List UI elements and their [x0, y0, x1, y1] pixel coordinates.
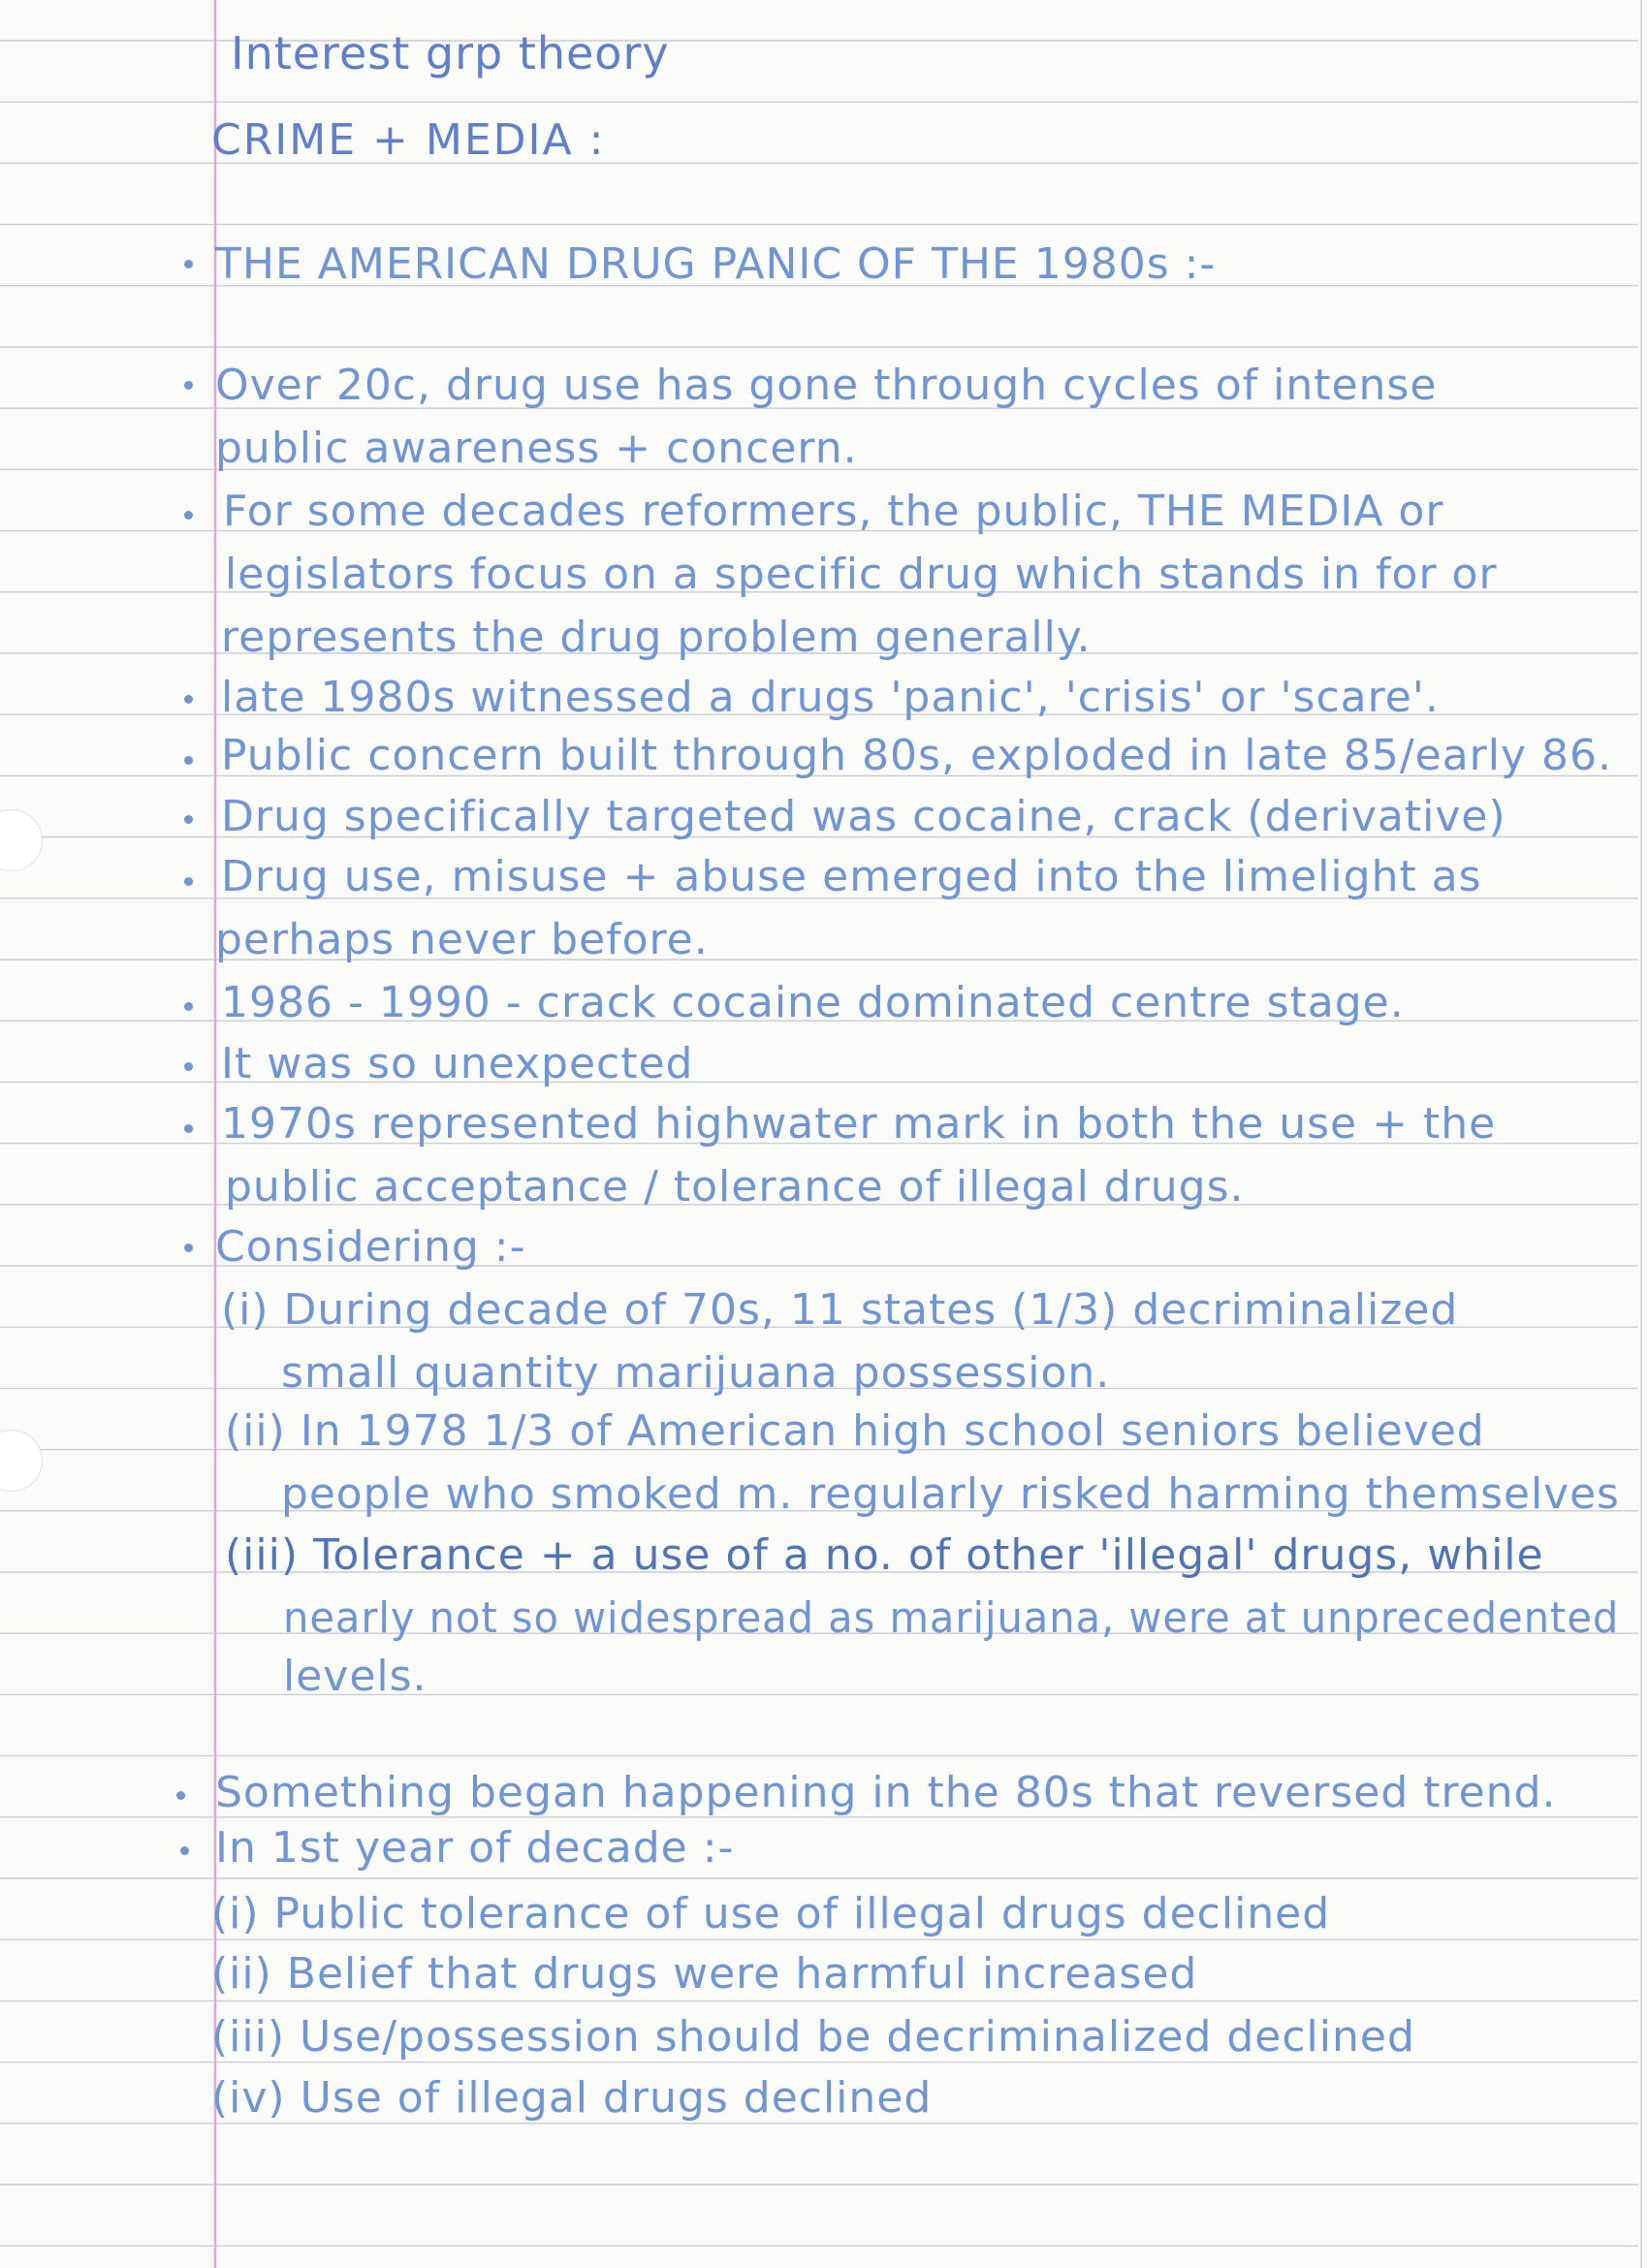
- note-line: Drug use, misuse + abuse emerged into the limelight as: [221, 852, 1482, 901]
- note-line: Over 20c, drug use has gone through cycles of intense: [215, 361, 1438, 410]
- note-line: public acceptance / tolerance of illegal drugs.: [225, 1162, 1245, 1212]
- note-line: In 1st year of decade :-: [215, 1823, 735, 1873]
- bullet: [176, 1791, 185, 1800]
- note-line: levels.: [283, 1652, 428, 1701]
- note-line: Something began happening in the 80s that reversed trend.: [215, 1768, 1557, 1817]
- bullet: [184, 815, 193, 824]
- bullet: [184, 756, 193, 765]
- note-line: represents the drug problem generally.: [221, 613, 1092, 662]
- note-line: Considering :-: [215, 1222, 526, 1272]
- note-line: (iv) Use of illegal drugs declined: [211, 2073, 933, 2123]
- note-line: late 1980s witnessed a drugs 'panic', 'crisis' or 'scare'.: [221, 673, 1440, 722]
- bullet: [180, 1846, 189, 1855]
- bullet: [184, 260, 193, 268]
- bullet: [184, 1244, 193, 1252]
- bullet: [184, 695, 193, 704]
- note-line: For some decades reformers, the public, THE MEDIA or: [223, 487, 1444, 536]
- note-line: 1970s represented highwater mark in both the use + the: [221, 1099, 1497, 1149]
- note-line: Drug specifically targeted was cocaine, crack (derivative): [221, 792, 1506, 841]
- note-line: nearly not so widespread as marijuana, were at unprecedented: [283, 1593, 1620, 1643]
- note-line: people who smoked m. regularly risked harming themselves: [281, 1469, 1620, 1519]
- note-line: (i) During decade of 70s, 11 states (1/3) decriminalized: [221, 1285, 1459, 1335]
- note-line: legislators focus on a specific drug which stands in for or: [225, 550, 1498, 599]
- note-line: Public concern built through 80s, exploded in late 85/early 86.: [221, 731, 1612, 780]
- note-line: perhaps never before.: [215, 915, 709, 964]
- note-line: (ii) In 1978 1/3 of American high school seniors believed: [225, 1406, 1485, 1456]
- note-line: (iii) Use/possession should be decriminalized declined: [211, 2012, 1415, 2062]
- note-line: (iii) Tolerance + a use of a no. of other 'illegal' drugs, while: [225, 1530, 1544, 1580]
- bullet: [184, 511, 193, 520]
- bullet: [184, 877, 193, 886]
- note-line: public awareness + concern.: [215, 424, 858, 473]
- heading-subject: CRIME + MEDIA :: [211, 115, 606, 165]
- section-title: THE AMERICAN DRUG PANIC OF THE 1980s :-: [215, 239, 1217, 289]
- note-line: 1986 - 1990 - crack cocaine dominated centre stage.: [221, 978, 1405, 1027]
- note-line: (i) Public tolerance of use of illegal drugs declined: [211, 1889, 1331, 1938]
- note-line: It was so unexpected: [221, 1039, 694, 1088]
- bullet: [184, 1124, 193, 1133]
- note-line: (ii) Belief that drugs were harmful increased: [211, 1949, 1198, 1999]
- bullet: [184, 1002, 193, 1011]
- bullet: [184, 1062, 193, 1071]
- heading-topic: Interest grp theory: [231, 27, 670, 79]
- bullet: [184, 381, 193, 390]
- note-line: small quantity marijuana possession.: [281, 1348, 1111, 1398]
